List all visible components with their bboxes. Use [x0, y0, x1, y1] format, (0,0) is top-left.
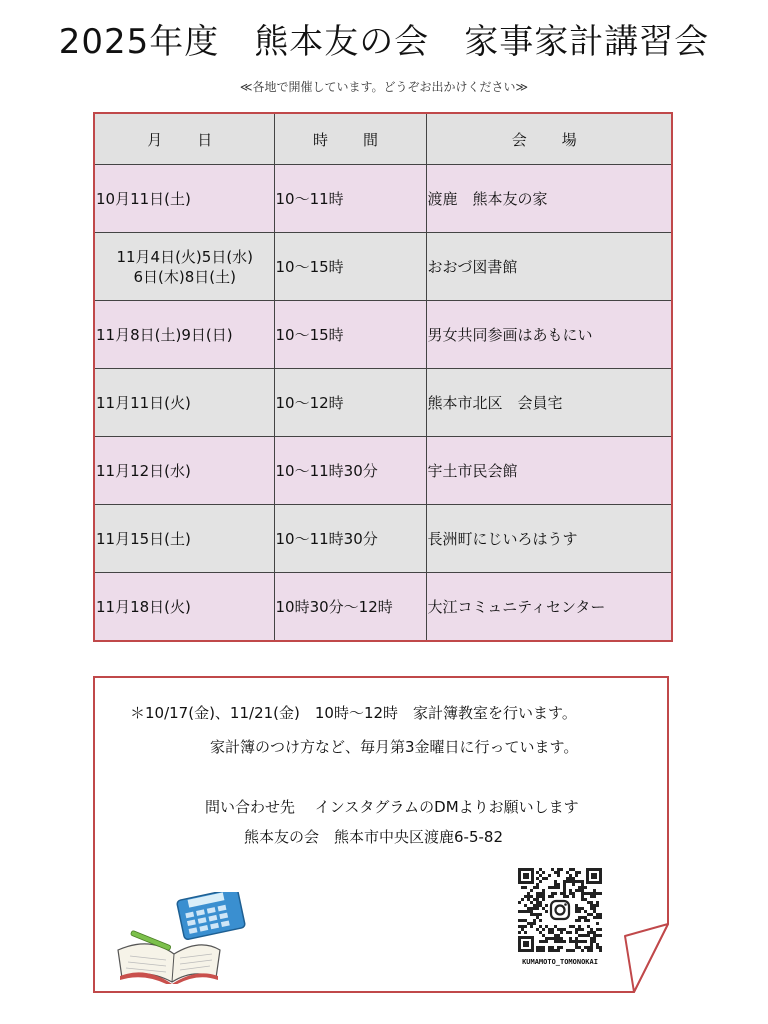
table-row — [94, 369, 672, 437]
instagram-icon — [549, 899, 571, 921]
contact-line: 問い合わせ先 インスタグラムのDMよりお願いします — [205, 798, 579, 816]
qr-code[interactable] — [518, 868, 602, 952]
cell-date — [94, 233, 274, 301]
cell-date-line-1: 11月4日(火)5日(水) — [116, 247, 254, 266]
cell-venue: 宇土市民会館 — [426, 437, 672, 505]
cell-date: 11月18日(火) — [94, 573, 274, 642]
table-header-row — [94, 113, 672, 165]
calculator-notebook-illustration — [110, 892, 250, 984]
qr-caption: KUMAMOTO_TOMONOKAI — [522, 958, 598, 966]
address-line: 熊本友の会 熊本市中央区渡鹿6-5-82 — [244, 828, 504, 846]
cell-venue: 渡鹿 熊本友の家 — [426, 165, 672, 233]
cell-date: 11月11日(火) — [94, 369, 274, 437]
note-line-1: ＊10/17(金)、11/21(金) 10時～12時 家計簿教室を行います。 — [130, 704, 577, 722]
page-title: 2025年度 熊本友の会 家事家計講習会 — [58, 22, 710, 62]
cell-date: 11月12日(水) — [94, 437, 274, 505]
cell-time: 10～11時30分 — [274, 505, 426, 573]
note-line-2: 家計簿のつけ方など、毎月第3金曜日に行っています。 — [210, 738, 579, 756]
cell-venue: 長洲町にじいろはうす — [426, 505, 672, 573]
column-header-venue: 会 場 — [426, 113, 672, 165]
cell-date: 11月15日(土) — [94, 505, 274, 573]
calculator-icon — [177, 892, 246, 940]
table-row — [94, 505, 672, 573]
cell-date-line-2: 6日(木)8日(土) — [133, 267, 236, 286]
cell-time: 10～11時 — [274, 165, 426, 233]
table-row — [94, 573, 672, 642]
qr-finder-top-left — [518, 868, 534, 884]
cell-time: 10～12時 — [274, 369, 426, 437]
schedule-table — [93, 112, 673, 642]
cell-date: 11月8日(土)9日(日) — [94, 301, 274, 369]
cell-time: 10時30分～12時 — [274, 573, 426, 642]
table-row — [94, 233, 672, 301]
cell-time: 10～15時 — [274, 301, 426, 369]
table-row — [94, 165, 672, 233]
qr-finder-top-right — [586, 868, 602, 884]
cell-venue: 熊本市北区 会員宅 — [426, 369, 672, 437]
cell-venue: 大江コミュニティセンター — [426, 573, 672, 642]
cell-time: 10～11時30分 — [274, 437, 426, 505]
page-subtitle: ≪各地で開催しています。どうぞお出かけください≫ — [239, 80, 529, 94]
table-row — [94, 437, 672, 505]
cell-date: 10月11日(土) — [94, 165, 274, 233]
cell-time: 10～15時 — [274, 233, 426, 301]
column-header-time: 時 間 — [274, 113, 426, 165]
column-header-date: 月 日 — [94, 113, 274, 165]
cell-venue: おおづ図書館 — [426, 233, 672, 301]
qr-finder-bottom-left — [518, 936, 534, 952]
table-row — [94, 301, 672, 369]
cell-venue: 男女共同参画はあもにい — [426, 301, 672, 369]
